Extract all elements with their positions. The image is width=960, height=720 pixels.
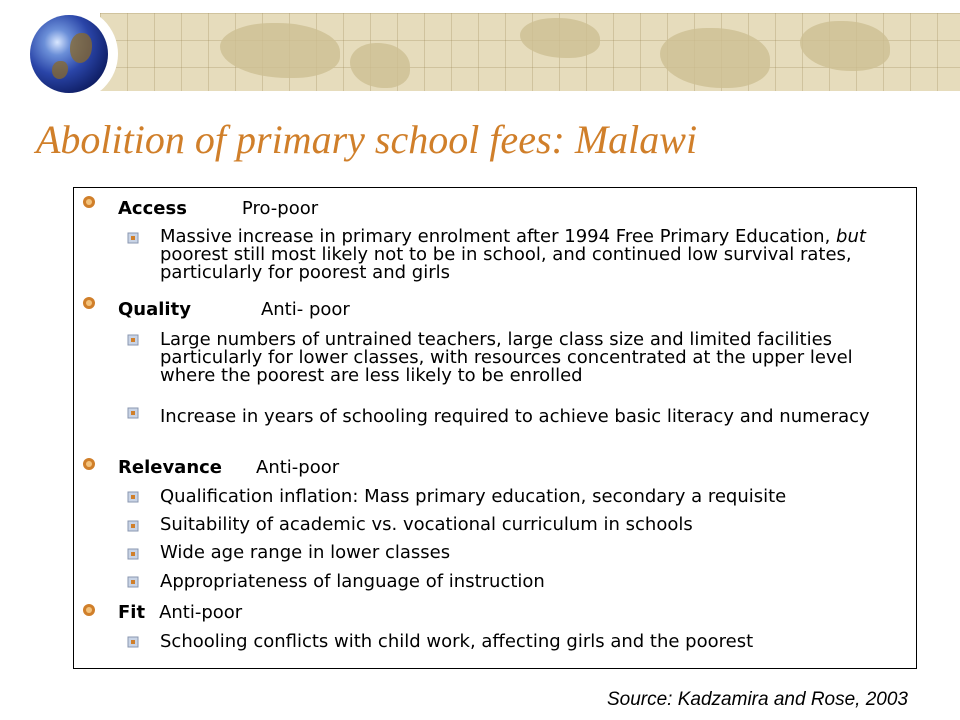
- globe-icon: [20, 6, 130, 102]
- rating-label: Pro-poor: [241, 198, 319, 219]
- access-point-1: Massive increase in primary enrolment after 1994 Free Primary Education, but poorest still most likely not to be in school, and continued low survival rates, particularly for poorest and girls: [160, 226, 866, 283]
- square-bullet-icon: [127, 548, 139, 560]
- square-bullet-icon: [127, 407, 139, 419]
- heading-label: Fit: [118, 602, 146, 623]
- section-heading-quality: [118, 299, 350, 320]
- source-citation: Source: Kadzamira and Rose, 2003: [606, 689, 908, 710]
- sun-bullet-icon: [82, 603, 96, 617]
- sun-bullet-icon: [82, 296, 96, 310]
- fit-point-1: Schooling conflicts with child work, affecting girls and the poorest: [160, 631, 754, 652]
- heading-label: Access: [118, 198, 187, 219]
- square-bullet-icon: [127, 636, 139, 648]
- square-bullet-icon: [127, 520, 139, 532]
- square-bullet-icon: [127, 576, 139, 588]
- section-heading-relevance: [118, 457, 339, 478]
- relevance-point-1: Qualification inflation: Mass primary education, secondary a requisite: [160, 486, 787, 507]
- quality-point-1: Large numbers of untrained teachers, large class size and limited facilities particularly for lower classes, with resources concentrated at the upper level where the poorest are less likely to be enrolled: [160, 329, 853, 386]
- square-bullet-icon: [127, 491, 139, 503]
- square-bullet-icon: [127, 334, 139, 346]
- relevance-point-4: Appropriateness of language of instruction: [160, 571, 545, 592]
- sun-bullet-icon: [82, 457, 96, 471]
- sun-bullet-icon: [82, 195, 96, 209]
- section-heading-fit: [118, 602, 242, 623]
- heading-label: Relevance: [118, 457, 223, 478]
- relevance-point-3: Wide age range in lower classes: [160, 542, 451, 563]
- rating-label: Anti-poor: [159, 602, 243, 623]
- relevance-point-2: Suitability of academic vs. vocational curriculum in schools: [160, 514, 693, 535]
- slide-title: Abolition of primary school fees: Malawi: [36, 117, 698, 162]
- rating-label: Anti- poor: [260, 299, 350, 320]
- quality-point-2: Increase in years of schooling required to achieve basic literacy and numeracy: [160, 406, 870, 427]
- heading-label: Quality: [118, 299, 191, 320]
- rating-label: Anti-poor: [256, 457, 340, 478]
- section-heading-access: [118, 198, 318, 219]
- world-map-banner: [100, 13, 960, 91]
- square-bullet-icon: [127, 232, 139, 244]
